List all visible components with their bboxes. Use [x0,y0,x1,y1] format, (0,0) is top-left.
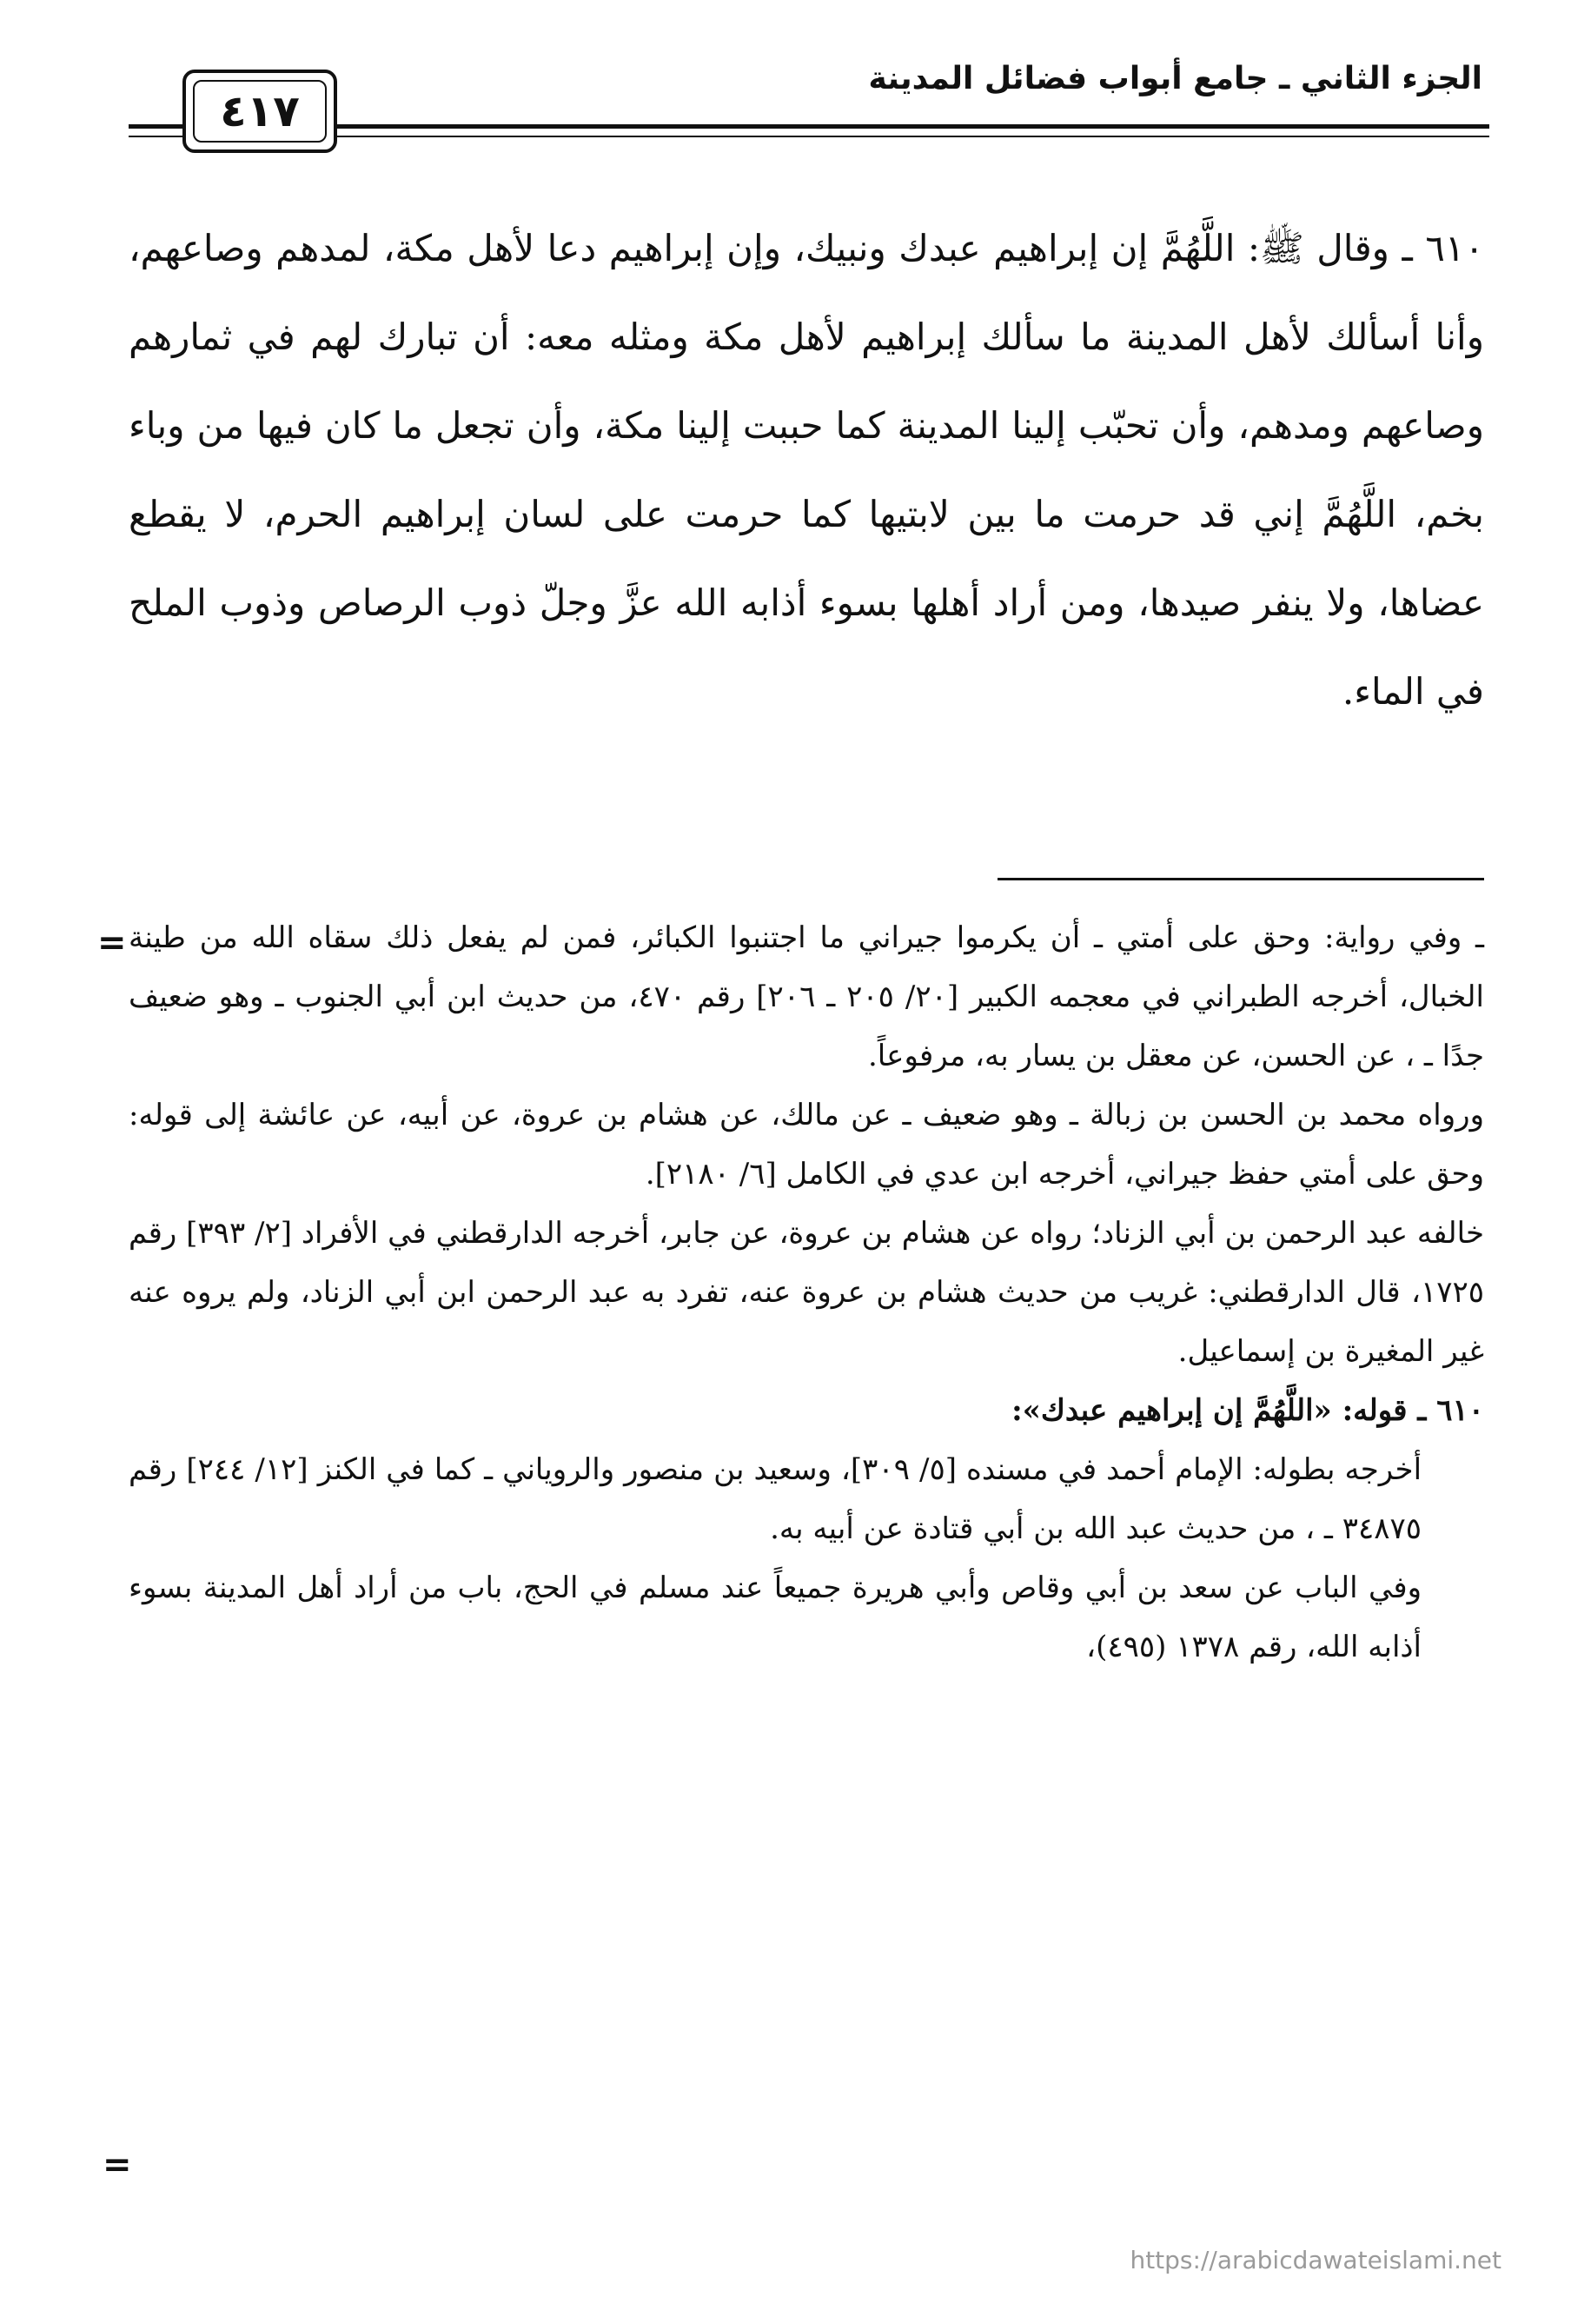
page-number: ٤١٧ [193,80,327,143]
main-text [129,204,1484,736]
footnote-610-heading: ٦١٠ ـ قوله: «اللَّهُمَّ إن إبراهيم عبدك»: [1011,1393,1484,1428]
footnote-paragraph: ـ وفي رواية: وحق على أمتي ـ أن يكرموا جيراني ما اجتنبوا الكبائر، فمن لم يفعل ذلك سقاه الله من طينة الخبال، أخرجه الطبراني في معجمه الكبير [٢٠/ ٢٠٥ ـ ٢٠٦] رقم ٤٧٠، من حديث ابن أبي الجنوب ـ وهو ضعيف جدًا ـ ، عن الحسن، عن معقل بن يسار به، مرفوعاً. [129,920,1484,1073]
footnote-610-paragraph: وفي الباب عن سعد بن أبي وقاص وأبي هريرة جميعاً عند مسلم في الحج، باب من أراد أهل المدينة بسوء أذابه الله، رقم ١٣٧٨ (٤٩٥)، [129,1570,1422,1664]
footnote-610-paragraph: أخرجه بطوله: الإمام أحمد في مسنده [٥/ ٣٠٩]، وسعيد بن منصور والروياني ـ كما في الكنز [١٢/ ٢٤٤] رقم ٣٤٨٧٥ ـ ، من حديث عبد الله بن أبي قتادة عن أبيه به. [129,1452,1422,1546]
watermark-url: https://arabicdawateislami.net [1130,2246,1501,2274]
footnote-separator [998,878,1484,880]
hadith-610: ٦١٠ ـ وقال ﷺ: اللَّهُمَّ إن إبراهيم عبدك ونبيك، وإن إبراهيم دعا لأهل مكة، لمدهم وصاعهم، وأنا أسألك لأهل المدينة ما سألك إبراهيم لأهل مكة ومثله معه: أن تبارك لهم في ثمارهم وصاعهم ومدهم، وأن تحبّب إلينا المدينة كما حببت إلينا مكة، وأن تجعل ما كان فيها من وباء بخم، اللَّهُمَّ إني قد حرمت ما بين لابتيها كما حرمت على لسان إبراهيم الحرم، لا يقطع عضاها، ولا ينفر صيدها، ومن أراد أهلها بسوء أذابه الله عزَّ وجلّ ذوب الرصاص وذوب الملح في الماء. [129,227,1484,713]
continuation-mark-top: = [97,923,127,963]
running-head: الجزء الثاني ـ جامع أبواب فضائل المدينة [868,61,1482,96]
continuation-mark-bottom: = [103,2145,132,2185]
footnotes [129,908,1484,1677]
footnote-paragraph: خالفه عبد الرحمن بن أبي الزناد؛ رواه عن هشام بن عروة، عن جابر، أخرجه الدارقطني في الأفراد [٢/ ٣٩٣] رقم ١٧٢٥، قال الدارقطني: غريب من حديث هشام بن عروة عنه، تفرد به عبد الرحمن ابن أبي الزناد، ولم يروه عنه غير المغيرة بن إسماعيل. [129,1216,1485,1369]
page-number-box [182,70,337,153]
footnote-paragraph: ورواه محمد بن الحسن بن زبالة ـ وهو ضعيف ـ عن مالك، عن هشام بن عروة، عن أبيه، عن عائشة إلى قوله: وحق على أمتي حفظ جيراني، أخرجه ابن عدي في الكامل [٦/ ٢١٨٠]. [129,1098,1484,1192]
